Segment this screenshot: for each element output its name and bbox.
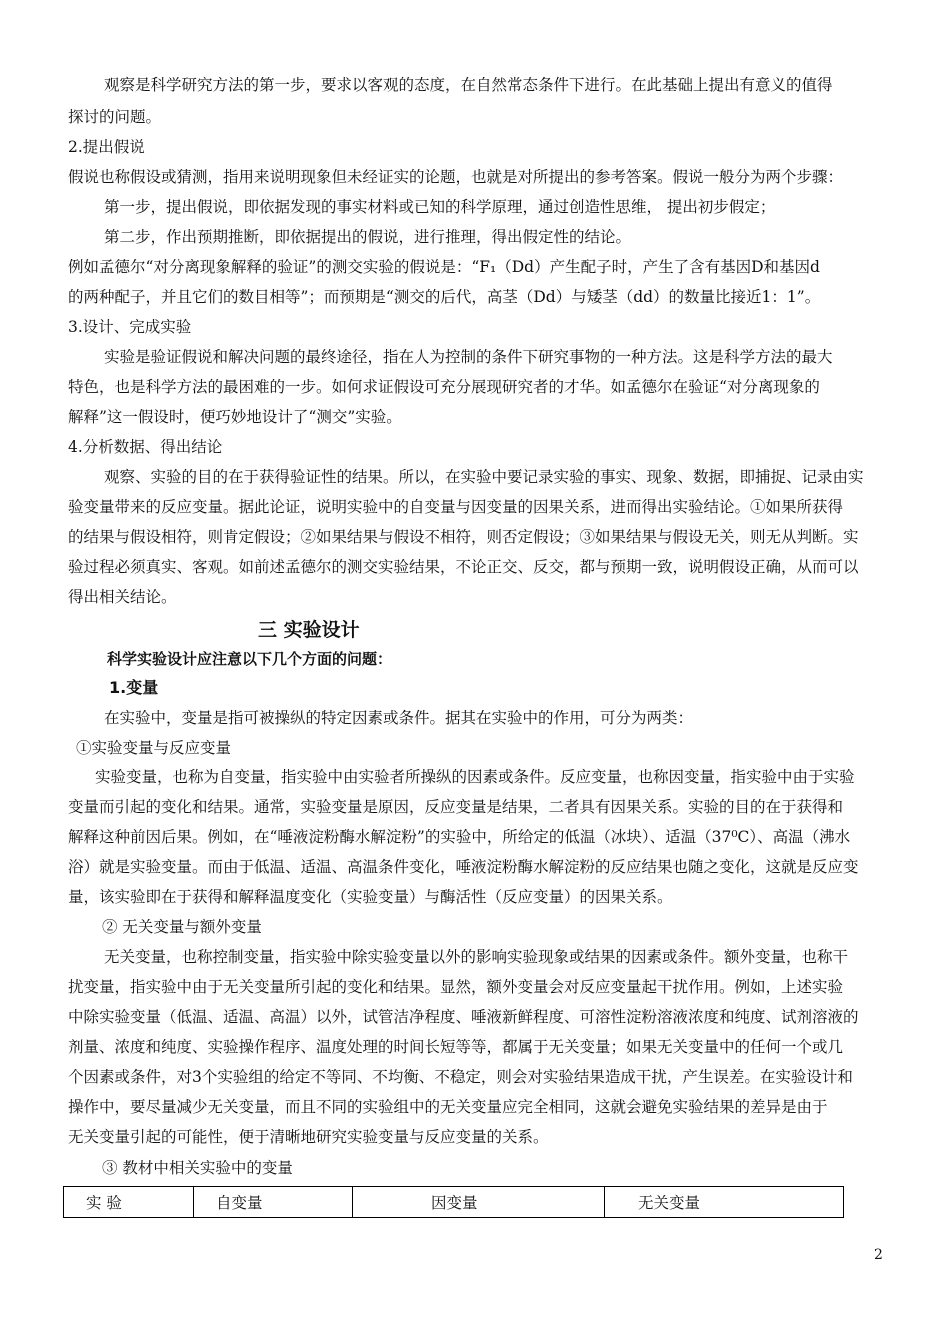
section-heading: 4.分析数据、得出结论 [68,438,223,456]
table-header-cell: 自变量 [194,1187,353,1218]
paragraph-line: 量，该实验即在于获得和解释温度变化（实验变量）与酶活性（反应变量）的因果关系。 [68,888,673,906]
paragraph-line: 中除实验变量（低温、适温、高温）以外，试管洁净程度、唾液新鲜程度、可溶性淀粉溶液浓度和纯度、试剂溶液的 [68,1008,859,1026]
paragraph-line: 解释这种前因后果。例如，在“唾液淀粉酶水解淀粉”的实验中，所给定的低温（冰块）、适温（37⁰C）、高温（沸水 [68,828,851,846]
paragraph-line: 第一步，提出假说，即依据发现的事实材料或已知的科学原理，通过创造性思维， 提出初步假定； [104,198,776,216]
paragraph-line: 在实验中，变量是指可被操纵的特定因素或条件。据其在实验中的作用，可分为两类： [104,709,694,727]
paragraph-line: 实验是验证假说和解决问题的最终途径，指在人为控制的条件下研究事物的一种方法。这是科学方法的最大 [104,348,833,366]
paragraph-line: 解释”这一假设时，便巧妙地设计了“测交”实验。 [68,408,402,426]
paragraph-line: 无关变量引起的可能性，便于清晰地研究实验变量与反应变量的关系。 [68,1128,549,1146]
paragraph-line: 探讨的问题。 [68,108,162,126]
page-number: 2 [874,1247,883,1263]
paragraph-line: 变量而引起的变化和结果。通常，实验变量是原因，反应变量是结果，二者具有因果关系。实验的目的在于获得和 [68,798,844,816]
section-heading: 3.设计、完成实验 [68,318,192,336]
table-header-cell: 因变量 [353,1187,605,1218]
paragraph-line: 验过程必须真实、客观。如前述孟德尔的测交实验结果，不论正交、反交，都与预期一致，说明假设正确，从而可以 [68,558,859,576]
paragraph-line: 操作中，要尽量减少无关变量，而且不同的实验组中的无关变量应完全相同，这就会避免实验结果的差异是由于 [68,1098,828,1116]
paragraph-line: 个因素或条件，对3个实验组的给定不等同、不均衡、不稳定，则会对实验结果造成干扰，产生误差。在实验设计和 [68,1068,853,1086]
variables-table [63,1186,844,1218]
table-header-cell: 无关变量 [605,1187,844,1218]
item-heading: ② 无关变量与额外变量 [102,918,262,936]
paragraph-line: 第二步，作出预期推断，即依据提出的假说，进行推理，得出假定性的结论。 [104,228,632,246]
paragraph-line: 剂量、浓度和纯度、实验操作程序、温度处理的时间长短等等，都属于无关变量；如果无关变量中的任何一个或几 [68,1038,844,1056]
paragraph-line: 得出相关结论。 [68,588,177,606]
paragraph-line: 验变量带来的反应变量。据此论证，说明实验中的自变量与因变量的因果关系，进而得出实验结论。①如果所获得 [68,498,844,516]
paragraph-line: 例如孟德尔“对分离现象解释的验证”的测交实验的假说是：“F₁（Dd）产生配子时，产生了含有基因D和基因d [68,258,820,276]
intro-line: 科学实验设计应注意以下几个方面的问题： [107,650,393,668]
paragraph-line: 观察是科学研究方法的第一步，要求以客观的态度，在自然常态条件下进行。在此基础上提出有意义的值得 [104,76,833,94]
paragraph-line: 实验变量，也称为自变量，指实验中由实验者所操纵的因素或条件。反应变量，也称因变量，指实验中由于实验 [95,768,855,786]
paragraph-line: 浴）就是实验变量。而由于低温、适温、高温条件变化，唾液淀粉酶水解淀粉的反应结果也随之变化，这就是反应变 [68,858,859,876]
chapter-heading: 三 实验设计 [258,619,360,641]
item-heading: ③ 教材中相关实验中的变量 [102,1159,293,1177]
paragraph-line: 特色，也是科学方法的最困难的一步。如何求证假设可充分展现研究者的才华。如孟德尔在验证“对分离现象的 [68,378,820,396]
paragraph-line: 假说也称假设或猜测，指用来说明现象但未经证实的论题，也就是对所提出的参考答案。假说一般分为两个步骤： [68,168,844,186]
table-header-row [64,1187,844,1218]
paragraph-line: 无关变量，也称控制变量，指实验中除实验变量以外的影响实验现象或结果的因素或条件。额外变量，也称干 [104,948,849,966]
paragraph-line: 的结果与假设相符，则肯定假设；②如果结果与假设不相符，则否定假设；③如果结果与假设无关，则无从判断。实 [68,528,859,546]
paragraph-line: 观察、实验的目的在于获得验证性的结果。所以，在实验中要记录实验的事实、现象、数据，即捕捉、记录由实 [104,468,864,486]
section-heading: 2.提出假说 [68,138,145,156]
paragraph-line: 扰变量，指实验中由于无关变量所引起的变化和结果。显然，额外变量会对反应变量起干扰作用。例如，上述实验 [68,978,844,996]
item-heading: ①实验变量与反应变量 [76,739,232,757]
paragraph-line: 的两种配子，并且它们的数目相等”；而预期是“测交的后代，高茎（Dd）与矮茎（dd）的数量比接近1：1”。 [68,288,821,306]
table-header-cell: 实 验 [64,1187,194,1218]
subsection-heading: 1.变量 [109,678,159,697]
